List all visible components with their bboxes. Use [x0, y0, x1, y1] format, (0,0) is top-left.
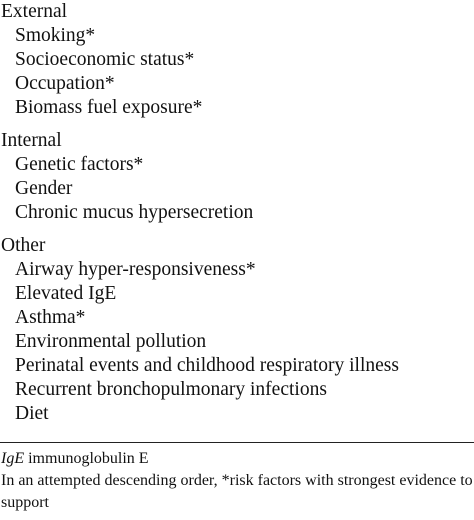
footnote-ordering-note: In an attempted descending order, *risk factors with strongest evidence to support — [1, 472, 473, 511]
group-heading-internal: Internal — [1, 130, 62, 151]
list-item: Airway hyper-responsiveness* — [15, 259, 256, 280]
list-item: Genetic factors* — [15, 154, 144, 175]
table-footnotes — [0, 448, 474, 514]
list-item: Asthma* — [15, 307, 86, 328]
list-item: Chronic mucus hypersecretion — [15, 202, 254, 223]
group-external-items — [0, 24, 474, 120]
list-item: Biomass fuel exposure* — [15, 97, 203, 118]
list-item: Gender — [15, 178, 73, 199]
list-item: Perinatal events and childhood respiratory illness — [15, 355, 399, 376]
group-other-items — [0, 258, 474, 426]
list-item: Socioeconomic status* — [15, 49, 195, 70]
list-item: Occupation* — [15, 73, 115, 94]
footnote-abbreviation-definition: immunoglobulin E — [24, 450, 149, 467]
table-divider — [0, 442, 474, 443]
list-item: Elevated IgE — [15, 283, 117, 304]
group-other — [0, 234, 474, 426]
group-heading-other: Other — [1, 235, 46, 256]
group-external — [0, 0, 474, 120]
group-heading-external: External — [1, 1, 68, 22]
list-item: Recurrent bronchopulmonary infections — [15, 379, 327, 400]
list-item: Diet — [15, 403, 49, 424]
list-item: Smoking* — [15, 25, 96, 46]
footnote-abbreviation-term: IgE — [1, 450, 25, 467]
footnote-abbreviation — [0, 448, 474, 470]
group-internal — [0, 129, 474, 225]
group-internal-items — [0, 153, 474, 225]
list-item: Environmental pollution — [15, 331, 207, 352]
